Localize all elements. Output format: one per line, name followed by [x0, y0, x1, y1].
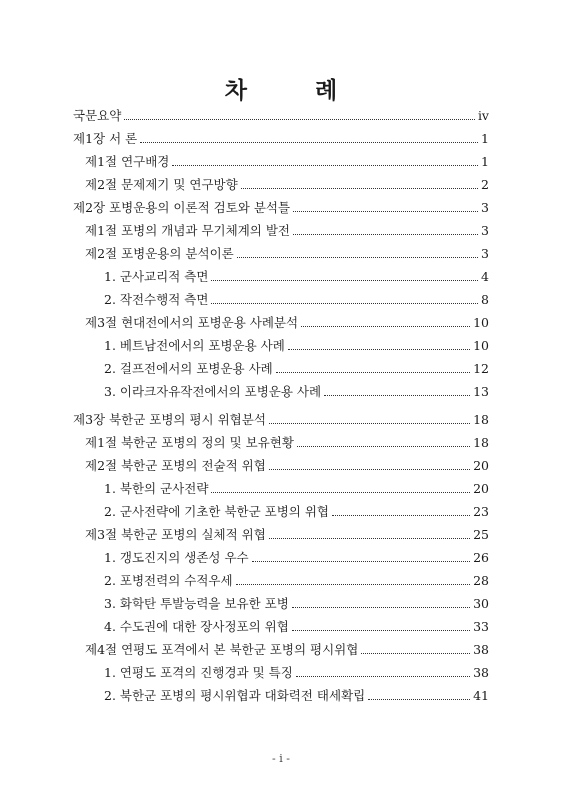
dot-leader	[293, 234, 478, 235]
toc-entry-label: 제4절 연평도 포격에서 본 북한군 포병의 평시위협	[85, 642, 359, 657]
dot-leader	[368, 699, 470, 700]
dot-leader	[292, 630, 470, 631]
toc-entry[interactable]	[104, 592, 489, 614]
toc-entry-label: 제1절 북한군 포병의 정의 및 보유현황	[85, 435, 294, 450]
toc-entry[interactable]	[104, 334, 489, 356]
dot-leader	[124, 119, 475, 120]
toc-entry-page-number: 4	[481, 268, 489, 284]
toc-entry-page-number: 38	[473, 641, 489, 657]
toc-entry-page-number: 1	[481, 130, 489, 146]
toc-entry-label: 제3장 북한군 포병의 평시 위협분석	[73, 412, 266, 427]
toc-entry-label: 1. 연평도 포격의 진행경과 및 특징	[104, 665, 293, 680]
toc-entry[interactable]	[73, 104, 489, 126]
toc-entry[interactable]	[104, 477, 489, 499]
toc-entry-label: 제2절 북한군 포병의 전술적 위협	[85, 458, 266, 473]
dot-leader	[324, 395, 470, 396]
dot-leader	[172, 165, 478, 166]
toc-entry-label: 1. 갱도진지의 생존성 우수	[104, 550, 249, 565]
toc-entry[interactable]	[85, 311, 489, 333]
toc-entry-page-number: 26	[473, 549, 489, 565]
toc-entry[interactable]	[104, 288, 489, 310]
toc-entry[interactable]	[73, 408, 489, 430]
toc-entry[interactable]	[85, 173, 489, 195]
dot-leader	[140, 142, 478, 143]
toc-entry-label: 제2절 포병운용의 분석이론	[85, 246, 234, 261]
toc-entry[interactable]	[85, 638, 489, 660]
toc-entry[interactable]	[104, 615, 489, 637]
toc-entry-label: 2. 작전수행적 측면	[104, 292, 209, 307]
toc-entry[interactable]	[85, 219, 489, 241]
dot-leader	[211, 303, 478, 304]
toc-entry[interactable]	[73, 127, 489, 149]
toc-entry-page-number: 20	[473, 480, 489, 496]
toc-entry-label: 1. 베트남전에서의 포병운용 사례	[104, 338, 285, 353]
toc-entry[interactable]	[85, 150, 489, 172]
toc-entry[interactable]	[104, 357, 489, 379]
toc-entry-label: 2. 포병전력의 수적우세	[104, 573, 233, 588]
toc-entry-page-number: 10	[473, 314, 489, 330]
toc-entry-page-number: 8	[481, 291, 489, 307]
dot-leader	[361, 653, 470, 654]
toc-entry-label: 제1절 연구배경	[85, 154, 170, 169]
toc-entry-page-number: iv	[477, 107, 489, 123]
toc-entry[interactable]	[85, 431, 489, 453]
toc-entry-label: 국문요약	[73, 108, 122, 123]
toc-entry-label: 1. 북한의 군사전략	[104, 481, 209, 496]
toc-entry-label: 2. 북한군 포병의 평시위협과 대화력전 태세확립	[104, 688, 366, 703]
toc-entry-label: 4. 수도권에 대한 장사정포의 위협	[104, 619, 289, 634]
page-title: 차 례	[224, 77, 368, 104]
toc-entry-page-number: 12	[473, 360, 489, 376]
toc-entry-page-number: 41	[473, 687, 489, 703]
dot-leader	[296, 676, 470, 677]
toc-entry-label: 3. 이라크자유작전에서의 포병운용 사례	[104, 384, 322, 399]
dot-leader	[269, 469, 470, 470]
toc-entry[interactable]	[85, 523, 489, 545]
dot-leader	[332, 515, 470, 516]
toc-entry-page-number: 1	[481, 153, 489, 169]
dot-leader	[211, 492, 470, 493]
toc-entry-page-number: 30	[473, 595, 489, 611]
dot-leader	[297, 446, 470, 447]
toc-entry-label: 제3절 현대전에서의 포병운용 사례분석	[85, 315, 299, 330]
toc-entry-page-number: 25	[473, 526, 489, 542]
dot-leader	[236, 584, 471, 585]
toc-entry-page-number: 2	[481, 176, 489, 192]
toc-entry-page-number: 3	[481, 199, 489, 215]
dot-leader	[292, 607, 470, 608]
dot-leader	[288, 349, 470, 350]
toc-entry[interactable]	[85, 242, 489, 264]
toc-entry[interactable]	[104, 500, 489, 522]
toc-entry-page-number: 38	[473, 664, 489, 680]
toc-entry-label: 제3절 북한군 포병의 실체적 위협	[85, 527, 266, 542]
toc-entry[interactable]	[73, 196, 489, 218]
toc-entry[interactable]	[104, 569, 489, 591]
toc-entry-page-number: 10	[473, 337, 489, 353]
toc-entry-label: 제2장 포병운용의 이론적 검토와 분석틀	[73, 200, 291, 215]
toc-entry-label: 3. 화학탄 투발능력을 보유한 포병	[104, 596, 289, 611]
toc-entry-label: 2. 걸프전에서의 포병운용 사례	[104, 361, 273, 376]
toc-entry-label: 제1장 서 론	[73, 131, 138, 146]
toc-entry-page-number: 18	[473, 411, 489, 427]
dot-leader	[269, 538, 470, 539]
toc-entry[interactable]	[104, 265, 489, 287]
toc-entry[interactable]	[104, 684, 489, 706]
toc-entry-page-number: 13	[473, 383, 489, 399]
toc-entry-label: 제2절 문제제기 및 연구방향	[85, 177, 238, 192]
toc-entry-page-number: 20	[473, 457, 489, 473]
toc-entry-label: 제1절 포병의 개념과 무기체계의 발전	[85, 223, 290, 238]
dot-leader	[276, 372, 470, 373]
toc-entry-page-number: 23	[473, 503, 489, 519]
toc-entry-page-number: 3	[481, 245, 489, 261]
dot-leader	[211, 280, 478, 281]
page-number-footer: - i -	[272, 752, 290, 765]
dot-leader	[293, 211, 478, 212]
toc-entry-label: 1. 군사교리적 측면	[104, 269, 209, 284]
dot-leader	[252, 561, 470, 562]
toc-entry-page-number: 33	[473, 618, 489, 634]
toc-entry[interactable]	[104, 380, 489, 402]
toc-entry-page-number: 28	[473, 572, 489, 588]
toc-entry-page-number: 18	[473, 434, 489, 450]
toc-entry-label: 2. 군사전략에 기초한 북한군 포병의 위협	[104, 504, 329, 519]
toc-entry[interactable]	[85, 454, 489, 476]
toc-entry-page-number: 3	[481, 222, 489, 238]
dot-leader	[269, 423, 470, 424]
dot-leader	[241, 188, 478, 189]
dot-leader	[301, 326, 470, 327]
toc-entry[interactable]	[104, 546, 489, 568]
toc-entry[interactable]	[104, 661, 489, 683]
dot-leader	[237, 257, 478, 258]
